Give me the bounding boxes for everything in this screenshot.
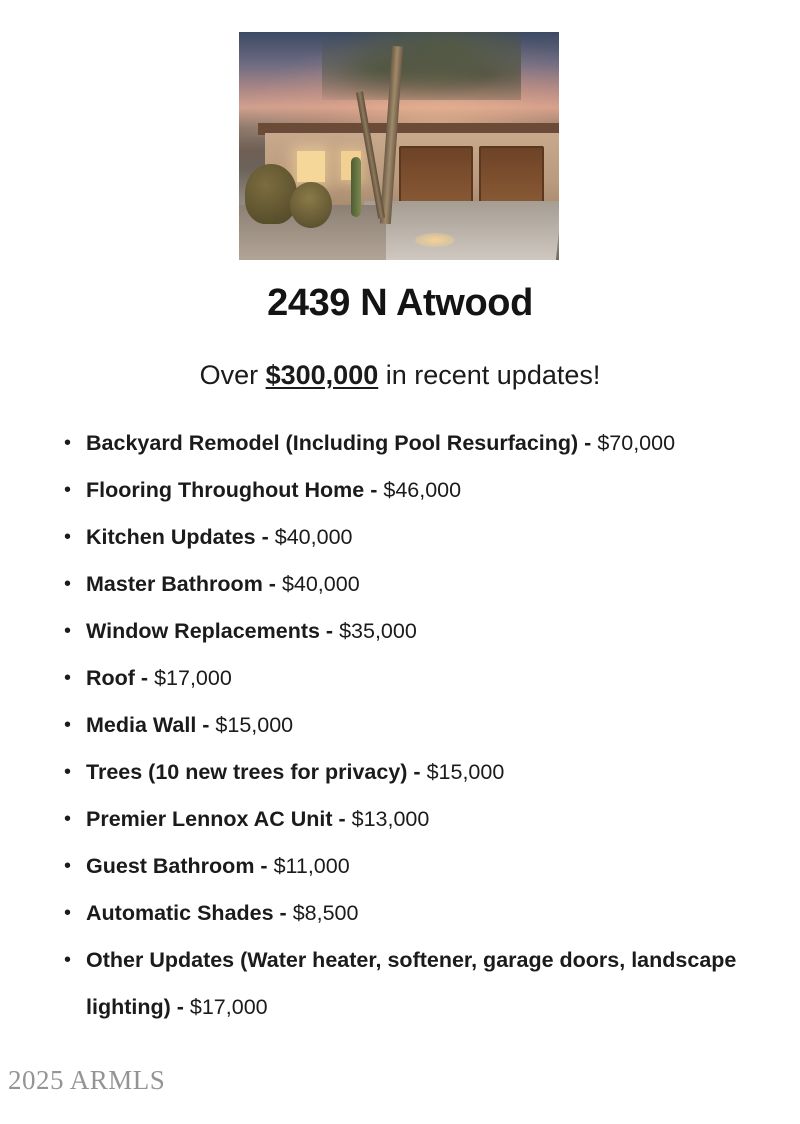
update-value: $70,000 (597, 431, 676, 455)
subheadline-amount: $300,000 (265, 360, 379, 390)
update-label: Trees (10 new trees for privacy) - (86, 760, 421, 784)
update-value: $40,000 (281, 572, 360, 596)
update-label: Guest Bathroom - (86, 854, 268, 878)
update-value: $17,000 (189, 995, 268, 1019)
list-item (64, 843, 794, 890)
list-item (64, 608, 794, 655)
update-value: $15,000 (426, 760, 505, 784)
subheadline-prefix: Over (199, 360, 266, 390)
list-item (64, 890, 794, 937)
update-value: $35,000 (339, 619, 417, 643)
update-value: $17,000 (154, 666, 232, 690)
lit-window (297, 151, 326, 183)
list-item (64, 796, 794, 843)
update-label: Master Bathroom - (86, 572, 276, 596)
update-value: $15,000 (215, 713, 294, 737)
update-value: $13,000 (351, 807, 430, 831)
landscape-light-glow (415, 233, 455, 247)
update-value: $46,000 (383, 478, 462, 502)
update-label: Flooring Throughout Home - (86, 478, 378, 502)
update-label: Kitchen Updates - (86, 525, 269, 549)
update-label: Window Replacements - (86, 619, 334, 643)
update-label: Media Wall - (86, 713, 210, 737)
list-item (64, 420, 794, 467)
list-item (64, 561, 794, 608)
property-photo (239, 32, 559, 260)
garage-door-right (479, 146, 544, 207)
shrub-center (290, 182, 332, 228)
update-value: $40,000 (274, 525, 353, 549)
mls-watermark: 2025 ARMLS (8, 1065, 166, 1095)
update-value: $11,000 (273, 854, 350, 878)
update-label: Roof - (86, 666, 149, 690)
update-label: Automatic Shades - (86, 901, 287, 925)
shrub-left (245, 164, 296, 223)
property-address-title: 2439 N Atwood (267, 282, 533, 324)
property-photo-image (239, 32, 559, 260)
list-item (64, 514, 794, 561)
list-item (64, 749, 794, 796)
list-item (64, 937, 794, 1031)
garage-door-left (399, 146, 473, 209)
cactus (351, 157, 361, 216)
update-label: Other Updates (Water heater, softener, garage doors, landscape lighting) - (86, 948, 737, 1019)
update-value: $8,500 (292, 901, 359, 925)
list-item (64, 467, 794, 514)
list-item (64, 655, 794, 702)
updates-list (42, 420, 794, 1031)
subheadline-suffix: in recent updates! (378, 360, 601, 390)
tree-canopy (322, 32, 520, 100)
updates-subheadline (0, 360, 800, 391)
list-item (64, 702, 794, 749)
update-label: Backyard Remodel (Including Pool Resurfacing) - (86, 431, 592, 455)
update-label: Premier Lennox AC Unit - (86, 807, 346, 831)
